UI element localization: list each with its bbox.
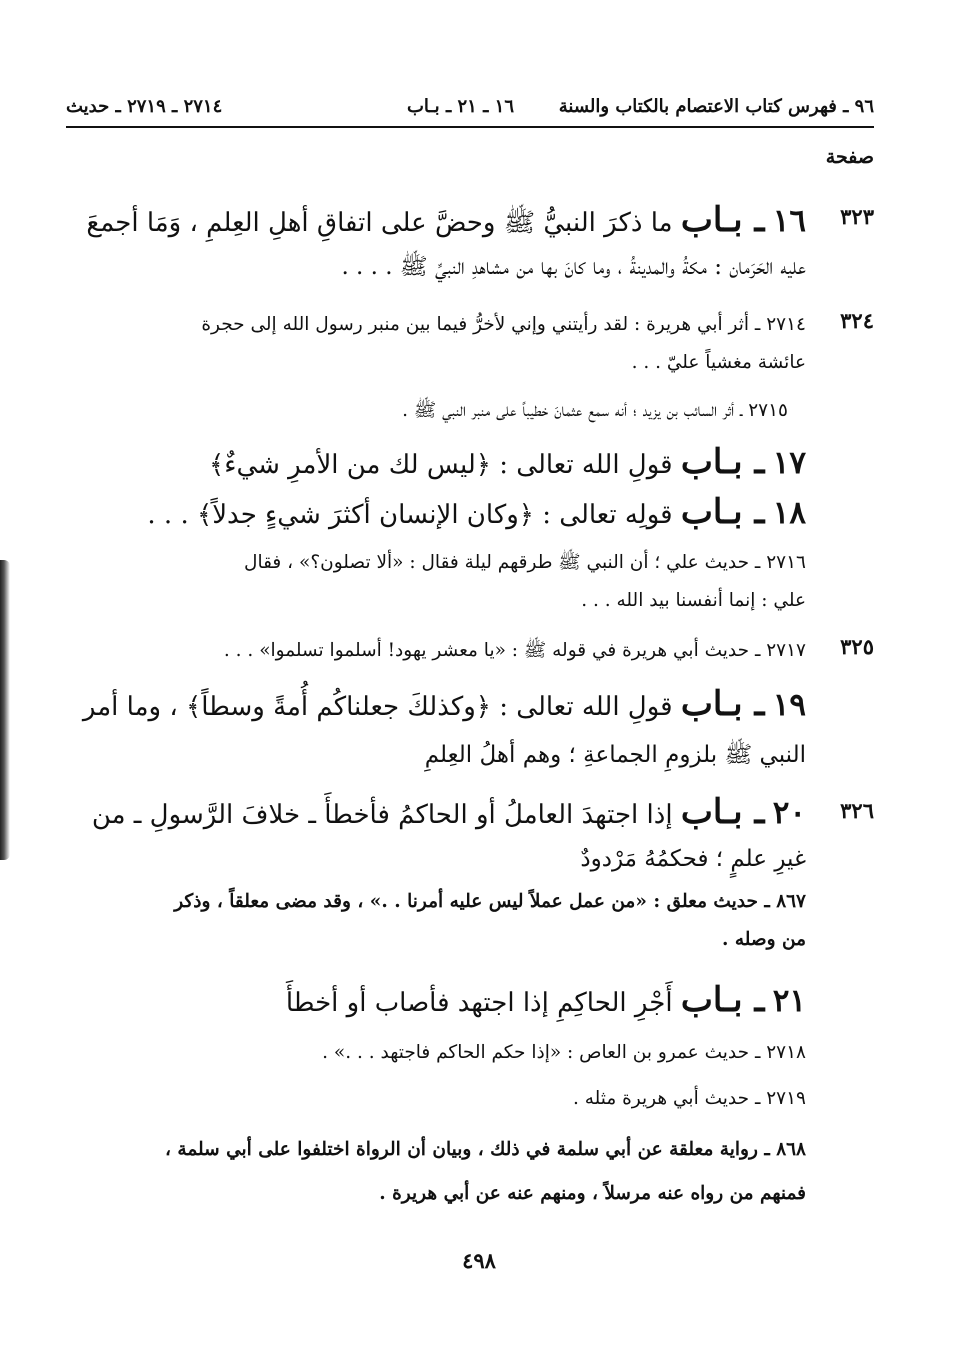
bab-title: قولِه تعالى : ﴿وكان الإنسان أكثرَ شيءٍ جدلاً﴾ . . . (147, 500, 673, 530)
page-ref: ٣٢٥ (840, 634, 874, 659)
bab-entry-17 (64, 438, 874, 488)
hadith-text (64, 632, 806, 670)
bab-text (64, 788, 806, 879)
muallaq-868 (64, 1128, 874, 1218)
bab-label: ـ بـاب (680, 492, 765, 532)
header-chapter-title: ٩٦ ـ فهرس كتاب الاعتصام بالكتاب والسنة (558, 96, 874, 117)
hadith-2719 (64, 1080, 874, 1120)
bab-text (64, 196, 806, 287)
hadith-line-2714-cont: عائشة مغشياً عليّ . . . (631, 352, 806, 373)
muallaq-line: ٨٦٨ ـ رواية معلقة عن أبي سلمة في ذلك ، وبيان أن الرواة اختلفوا على أبي سلمة ، (164, 1139, 806, 1160)
bab-title-continued: غيرِ علمٍ ؛ فحكمُهُ مَرْدودٌ (580, 846, 806, 872)
bab-entry-16 (64, 196, 874, 296)
bab-heading-line (64, 788, 806, 839)
bab-text (64, 488, 806, 539)
hadith-2716 (64, 544, 874, 624)
bab-title: ما ذكرَ النبيُّ ﷺ وحضَّ على اتفاقِ أهلِ العِلمِ ، وَمَا أجمعَ (86, 208, 673, 238)
hadith-text (64, 1034, 806, 1072)
running-header (66, 90, 874, 128)
bab-label: ـ بـاب (680, 792, 765, 832)
hadith-line: ٢٧١٩ ـ حديث أبي هريرة مثله . (572, 1088, 806, 1109)
bab-title: إذا اجتهدَ العاملُ أو الحاكمُ فأخطأَ ـ خلافَ الرَّسولِ ـ من (91, 800, 673, 830)
bab-number: ٢١ (772, 983, 806, 1019)
bab-number: ٢٠ (772, 795, 806, 831)
bab-title-continued: النبي ﷺ بلزومِ الجماعةِ ؛ وهم أهلُ العِلمِ (424, 742, 806, 768)
muallaq-867 (64, 882, 874, 962)
bab-entry-21 (64, 976, 874, 1026)
hadith-line-2717: ٢٧١٧ ـ حديث أبي هريرة في قوله ﷺ : «يا معشر يهود! أسلموا تسلموا» . . . (223, 640, 806, 661)
bab-label: ـ بـاب (680, 684, 765, 724)
hadith-line-2715: ٢٧١٥ ـ أثر السائب بن يزيد ؛ أنه سمع عثمانَ خطيباً على منبر النبي ﷺ . (402, 400, 788, 421)
bab-heading-line (64, 196, 806, 247)
bab-title: قولِ الله تعالى : ﴿وكذلكَ جعلناكُم أُمةً وسطاً﴾ ، وما أمر (82, 692, 673, 722)
bab-entry-19 (64, 680, 874, 780)
hadith-group-325 (64, 632, 874, 672)
bab-text (64, 680, 806, 779)
hadith-text (64, 544, 806, 620)
hadith-group-324 (64, 306, 874, 426)
bab-heading-line (64, 438, 806, 489)
bab-number: ١٧ (772, 445, 806, 481)
muallaq-line: ٨٦٧ ـ حديث معلق : «من عمل عملاً ليس عليه أمرنا . .» ، وقد مضى معلقاً ، وذكر (174, 891, 806, 912)
scan-edge-shadow (0, 560, 10, 860)
hadith-line: ٢٧١٨ ـ حديث عمرو بن العاص : «إذا حكم الحاكم فاجتهد . . .» . (322, 1042, 806, 1063)
page-ref: ٣٢٣ (840, 204, 874, 229)
page-number: ٤٩٨ (462, 1248, 496, 1273)
page-column-label: صفحة (825, 146, 874, 168)
bab-heading-line (64, 488, 806, 539)
bab-heading-line (64, 680, 806, 731)
header-hadith-range: ٢٧١٤ ـ ٢٧١٩ ـ حديث (66, 96, 223, 117)
hadith-line-2714: ٢٧١٤ ـ أثر أبي هريرة : لقد رأيتني وإني لأخرُّ فيما بين منبر رسول الله إلى حجرة (201, 314, 806, 335)
bab-text (64, 438, 806, 489)
bab-heading-line (64, 976, 806, 1027)
bab-entry-20 (64, 788, 874, 888)
bab-number: ١٩ (772, 687, 806, 723)
bab-label: ـ بـاب (680, 200, 765, 240)
page-ref: ٣٢٦ (840, 798, 874, 823)
hadith-line-cont: علي : إنما أنفسنا بيد الله . . . (581, 590, 806, 611)
bab-number: ١٦ (772, 203, 806, 239)
hadith-line: ٢٧١٦ ـ حديث علي ؛ أن النبي ﷺ طرقهم ليلة فقال : «ألا تصلون؟» ، فقال (244, 552, 806, 573)
bab-label: ـ بـاب (680, 980, 765, 1020)
header-bab-range: ١٦ ـ ٢١ ـ بـاب (406, 96, 514, 117)
hadith-2718 (64, 1034, 874, 1074)
bab-number: ١٨ (772, 495, 806, 531)
bab-text (64, 976, 806, 1027)
hadith-text (64, 1080, 806, 1118)
bab-title: أَجْرِ الحاكِمِ إذا اجتهد فأصاب أو أخطأَ (285, 988, 673, 1018)
page-ref: ٣٢٤ (840, 308, 874, 333)
muallaq-line-cont: من وصله . (722, 929, 806, 950)
bab-entry-18 (64, 488, 874, 538)
hadith-text (64, 306, 806, 430)
bab-title: قولِ الله تعالى : ﴿ليس لك من الأمرِ شيءٌ﴾ (209, 450, 673, 480)
bab-title-continued: عليه الحَرَمان : مكةُ والمدينةُ ، وما كانَ بها من مشاهدِ النبيِّ ﷺ . . . . (341, 254, 806, 280)
muallaq-line-cont: فمنهم من رواه عنه مرسلاً ، ومنهم عنه عن أبي هريرة . (379, 1183, 806, 1204)
bab-label: ـ بـاب (680, 442, 765, 482)
muallaq-text (64, 882, 806, 958)
muallaq-text (64, 1128, 806, 1216)
